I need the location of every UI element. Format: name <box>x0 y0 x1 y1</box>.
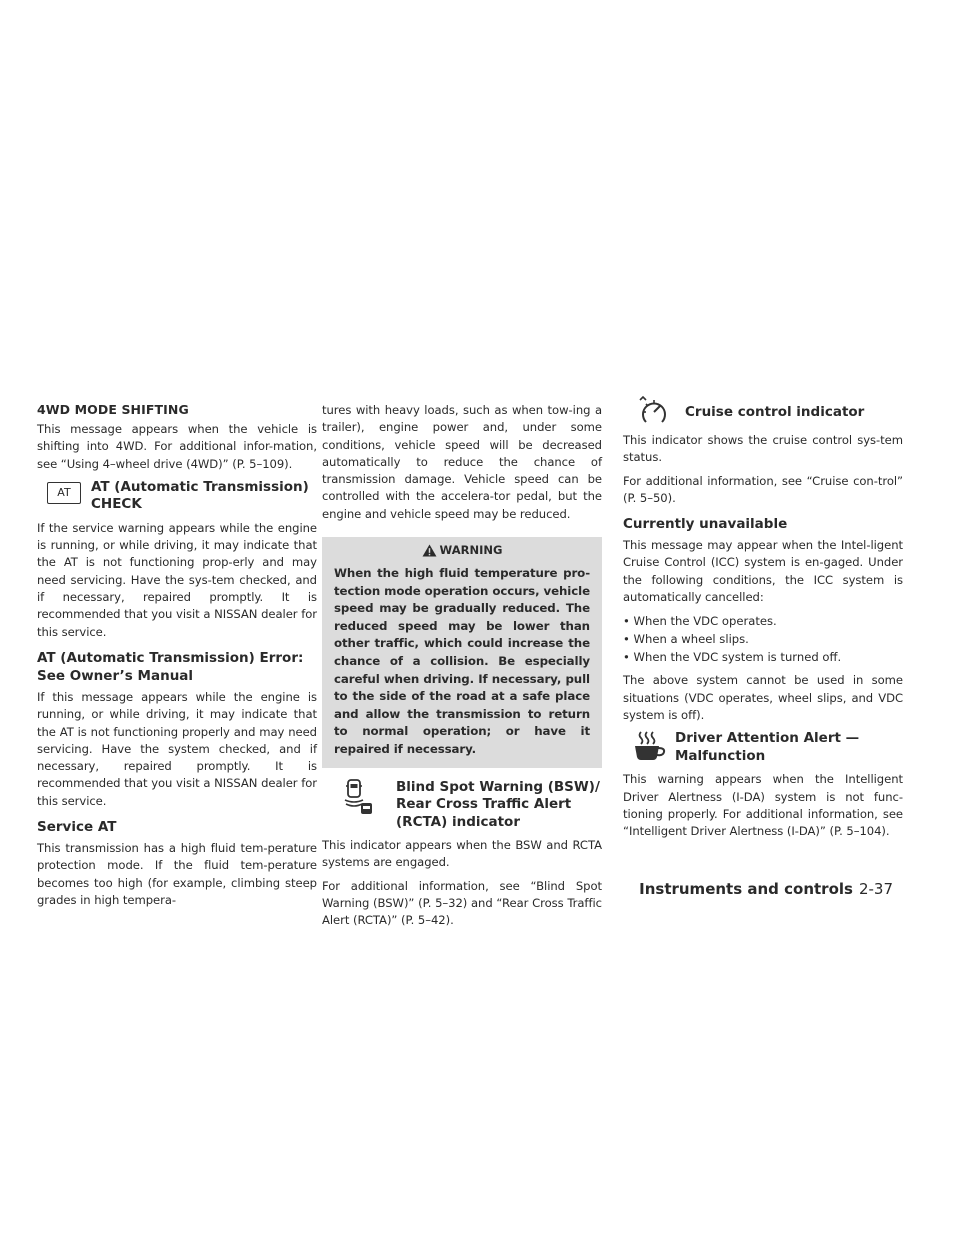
paragraph-unavailable: This message may appear when the Intel-ligent Cruise Control (ICC) system is en-gaged. Under the following conditions, the ICC system is automatically cancelled: <box>623 538 903 605</box>
at-icon: AT <box>37 479 91 504</box>
paragraph-service-at-continued: tures with heavy loads, such as when tow-ing a trailer), engine power and, under some conditions, vehicle speed will be decreased automatically to reduce the chance of transmission damage. Vehicle speed can be controlled with the accelera-tor pedal, but the engine and vehicle speed may be reduced. <box>322 403 602 521</box>
driver-attention-title: Driver Attention Alert — Malfunction <box>675 730 860 764</box>
warning-triangle-icon <box>422 544 437 557</box>
cruise-control-icon <box>638 396 670 426</box>
blind-spot-warning-icon <box>342 776 376 816</box>
paragraph-above-system: The above system cannot be used in some situations (VDC operates, wheel slips, and VDC system is off). <box>623 673 903 722</box>
section-name: Instruments and controls <box>639 880 853 898</box>
paragraph-at-error: If this message appears while the engine is running, or while driving, it may indicate that the AT is not functioning properly and may need servicing. Have the system checked, and if necessary, repaired promptly. It is recommended that you visit a NISSAN dealer for this service. <box>37 689 317 808</box>
conditions-list <box>623 612 903 666</box>
page-number: 2-37 <box>858 880 893 898</box>
paragraph-service-at: This transmission has a high fluid tem-perature protection mode. If the fluid tem-perature becomes too high (for example, climbing steep grades in high tempera- <box>37 841 317 907</box>
column-middle <box>322 402 602 936</box>
paragraph-bsw-2: For additional information, see “Blind Spot Warning (BSW)” (P. 5–32) and “Rear Cross Traffic Alert (RCTA)” (P. 5–42). <box>322 878 602 928</box>
cruise-indicator <box>623 396 903 426</box>
warning-text: When the high fluid temperature pro-tection mode operation occurs, vehicle speed may be gradually reduced. The reduced speed may be lower than other traffic, which could increase the chance of a collision. Be especially careful when driving. If necessary, pull to the side of the road at a safe place and allow the transmission to return to normal operation; or have it repaired if necessary. <box>334 566 590 757</box>
at-check-indicator <box>37 479 317 514</box>
cruise-title: Cruise control indicator <box>685 404 865 420</box>
warning-box <box>322 537 602 768</box>
column-right <box>623 402 903 846</box>
currently-unavailable-title: Currently unavailable <box>623 516 788 533</box>
paragraph-cruise-1: This indicator shows the cruise control sys-tem status. <box>623 433 903 465</box>
bsw-indicator <box>322 776 602 832</box>
list-item: • When the VDC operates. <box>623 612 903 630</box>
paragraph-bsw-1: This indicator appears when the BSW and RCTA systems are engaged. <box>322 838 602 870</box>
page-footer <box>639 880 893 898</box>
paragraph-at-check: If the service warning appears while the engine is running, or while driving, it may indicate that the AT is not functioning prop-erly and may need servicing. Have the sys-tem checked, and if necessary, repaired promptly. It is recommended that you visit a NISSAN dealer for this service. <box>37 520 317 639</box>
list-item: • When a wheel slips. <box>623 630 903 648</box>
at-error-title: AT (Automatic Transmission) Error: See Owner’s Manual <box>37 649 304 684</box>
service-at-title: Service AT <box>37 819 117 836</box>
at-check-title: AT (Automatic Transmission) CHECK <box>91 478 309 513</box>
paragraph-driver-attention: This warning appears when the Intelligent Driver Alertness (I-DA) system is not func-tioning properly. For additional information, see “Intelligent Driver Alertness (I-DA)” (P. 5–104). <box>623 772 903 839</box>
warning-label: WARNING <box>439 543 503 558</box>
heading-4wd-mode-shifting: 4WD MODE SHIFTING <box>37 402 189 417</box>
paragraph-4wd: This message appears when the vehicle is shifting into 4WD. For additional infor-mation, see “Using 4–wheel drive (4WD)” (P. 5–109). <box>37 422 317 471</box>
bsw-title: Blind Spot Warning (BSW)/ Rear Cross Traffic Alert (RCTA) indicator <box>396 778 600 830</box>
list-item: • When the VDC system is turned off. <box>623 648 903 666</box>
paragraph-cruise-2: For additional information, see “Cruise con-trol” (P. 5–50). <box>623 473 903 505</box>
column-left <box>37 402 317 915</box>
coffee-cup-icon <box>631 730 667 764</box>
driver-attention-indicator <box>623 730 903 765</box>
